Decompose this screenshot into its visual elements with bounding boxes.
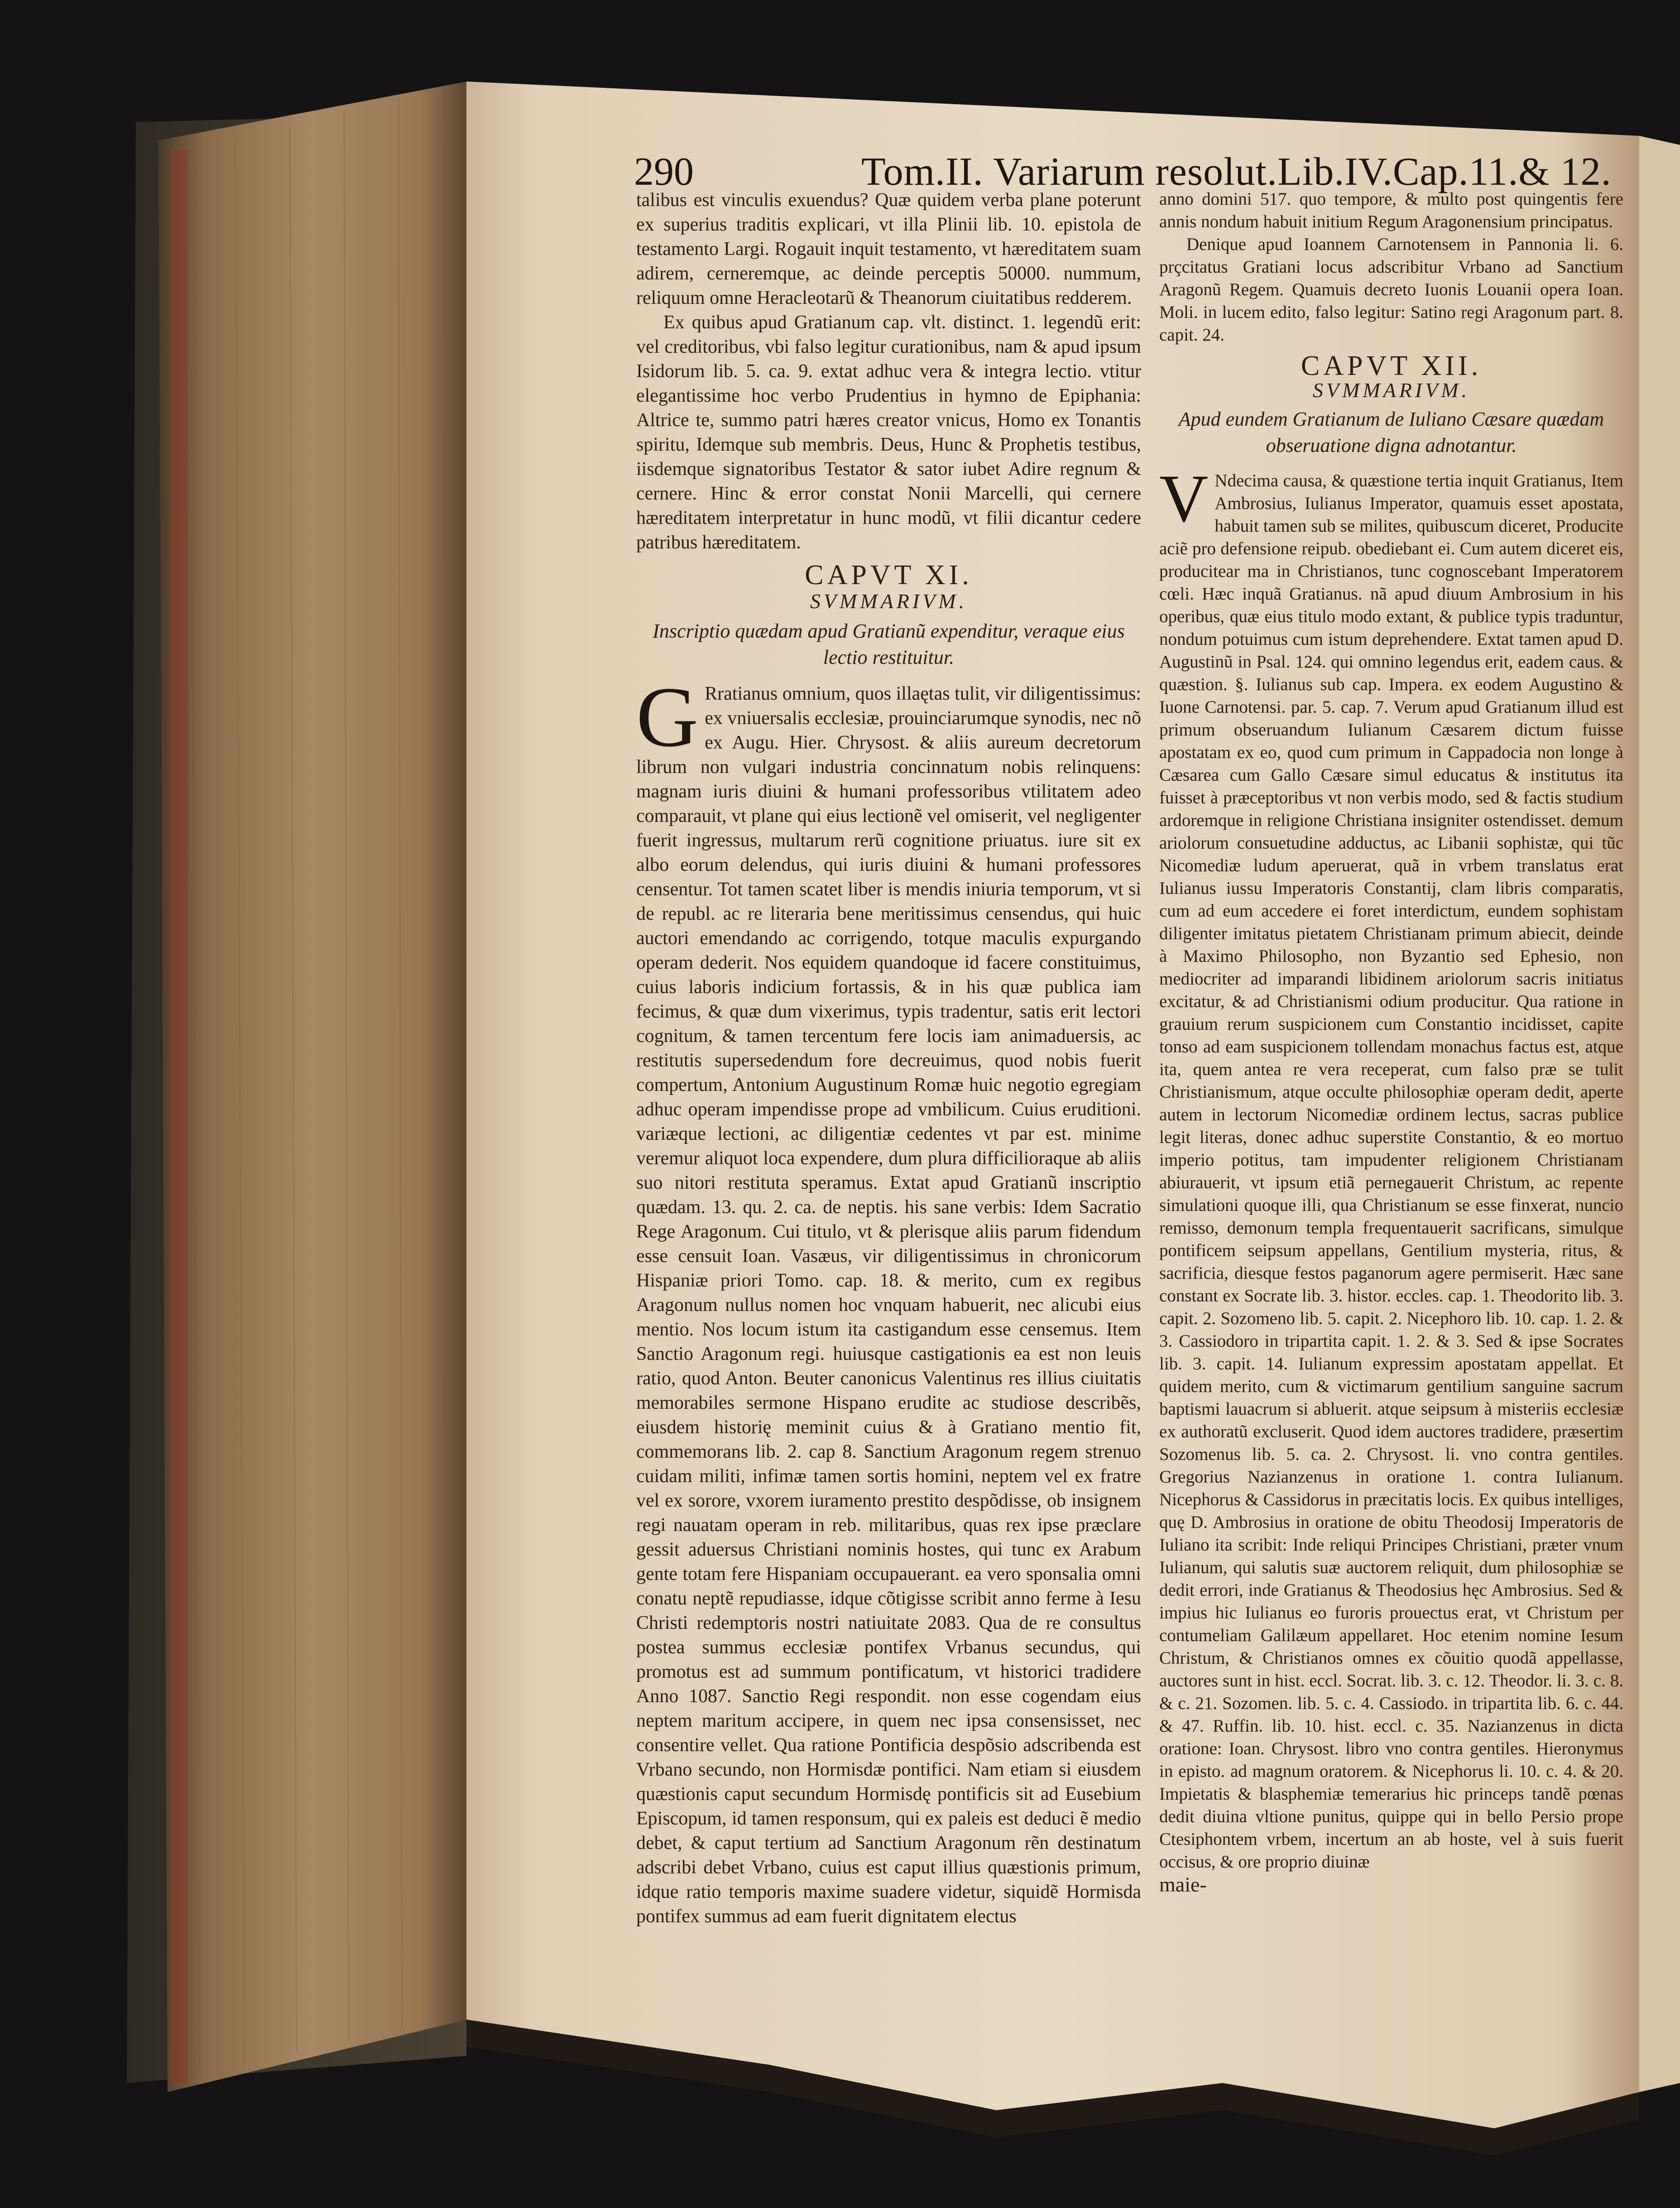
chapter-heading-xii: CAPVT XII. (1301, 350, 1482, 381)
left-paragraph-1: talibus est vinculis exuendus? Quæ quidem verba plane poterunt ex superius traditis explicari, vt illa Plinii lib. 10. epistola de testamento Largi. Rogauit inquit testamento, vt hæreditatem suam adirem, cerneremque, ac deinde perceptis 50000. nummum, reliquum omne Heracleotarũ & Theanorum ciuitatibus redderem. (636, 190, 1141, 308)
chapter-xi-text: Rratianus omnium, quos illaętas tulit, vir diligentissimus: ex vniuersalis ecclesiæ, prouinciarumque synodis, nec nõ ex Augu. Hier. Chrysost. & aliis aureum decretorum librum non vulgari industria concinnatum nobis relinquens: magnam iuris diuini & humani professoribus vtilitatem adeo comparauit, vt plane qui eius lectionẽ vel omiserit, vel negligenter fuerit ingressus, multarum rerũ cognitione priuatus. iure sit ex albo eorum delendus, qui iuris diuini & humani professores censentur. Tot tamen scatet liber is mendis iniuria temporum, vt si de republ. ac re literaria bene meritissimus censendus, qui huic auctori emendando ac corrigendo, totque maculis expurgando operam dederit. Nos equidem quandoque id facere constituimus, cuius laboris indicium fortassis, & in his quæ publica iam fecimus, & quæ dum vixerimus, typis tradentur, satis erit lectori cognitum, & tamen tercentum fere locis iam animaduersis, ac restitutis supersedendum fore decreuimus, quod nobis fuerit compertum, Antonium Augustinum Romæ huic negotio egregiam adhuc operam impendisse prope ad vmbilicum. Cuius eruditioni. variæque lectioni, ac diligentiæ cedentes vt par est. minime veremur aliquot loca expendere, dum plura difficilioraque ab aliis suo nitori restituta speramus. Extat apud Gratianũ inscriptio quædam. 13. qu. 2. ca. de neptis. his sane verbis: Idem Sacratio Rege Aragonum. Cui titulo, vt & plerisque aliis parum fidendum esse censuit Ioan. Vasæus, vir diligentissimus in chronicorum Hispaniæ priori Tomo. cap. 18. & merito, cum ex regibus Aragonum nullus nomen hoc vnquam habuerit, nec alicubi eius mentio. Nos locum istum ita castigandum esse censemus. Item Sanctio Aragonum regi. huiusque castigationis ea est non leuis ratio, quod Anton. Beuter canonicus Valentinus res illius ciuitatis memorabiles sermone Hispano erudite ac studiose describẽs, eiusdem historię meminit cuius & à Gratiano mentio fit, commemorans lib. 2. cap 8. Sanctium Aragonum regem strenuo cuidam militi, infimæ tamen sortis homini, neptem vel ex fratre vel ex sorore, vxorem iuramento prestito despõdisse, ob insignem regi nauatam operam in reb. militaribus, quas rex ipse præclare gessit aduersus Christiani nominis hostes, qui tunc ex Arabum gente totam fere Hispaniam occupauerant. ea vero sponsalia omni conatu neptẽ repudiasse, idque cõtigisse scribit anno ferme à Iesu Christi redemptoris nostri natiuitate 2083. Qua de re consultus postea summus ecclesiæ pontifex Vrbanus secundus, qui promotus est ad summum pontificatum, vt historici tradidere Anno 1087. Sanctio Regi respondit. non esse cogendam eius neptem maritum accipere, in quem nec ipsa consensisset, nec consentire vellet. Qua ratione Pontificia despõsio adscribenda est Vrbano secundo, non Hormisdæ pontifici. Nam etiam si eiusdem quæstionis caput secundum Hormisdę pontificis sit ad Eusebium Episcopum, id tamen responsum, qui ex paleis est deduci ẽ medio debet, & caput tertium ad Sanctium Aragonum rẽn destinatum adscribi debet Vrbano, cuius est caput illius quæstionis primum, idque ratio temporis maxime suadere videtur, siquidẽ Hormisda pontifex summus ad eam fuerit dignitatem electus (636, 683, 1141, 1927)
summarium-heading-xii: SVMMARIVM. (1312, 379, 1470, 402)
left-column (636, 188, 1141, 1929)
page-edges (158, 82, 466, 2092)
red-edge (170, 149, 188, 2083)
chapter-xii-text: Ndecima causa, & quæstione tertia inquit Gratianus, Item Ambrosius, Iulianus Imperator, quamuis esset apostata, habuit tamen sub se milites, quibuscum diceret, Producite aciẽ pro defensione reipub. obediebant ei. Cum autem diceret eis, producitear ma in Christianos, tunc cognoscebant Imperatorem cœli. Hæc inquã Gratianus. nã apud diuum Ambrosium in his operibus, quæ eius titulo modo extant, & publice typis traduntur, nondum potuimus cum istum deprehendere. Extat tamen apud D. Augustinũ in Psal. 124. qui omnino legendus erit, eadem caus. & quæstion. §. Iulianus sub cap. Impera. ex eodem Augustino & Iuone Carnotensi. par. 5. cap. 7. Verum apud Gratianum illud est primum obseruandum Iulianum Cæsarem dictum fuisse apostatam ex eo, quod cum primum in Cappadocia non longe à Cæsarea cum Gallo Cæsare simul educatus & institutus ita fuisset à præceptoribus vt non verbis modo, sed & factis studium ardoremque in religione Christiana insigniter ostendisset. demum ariolorum consuetudine adductus, ac Libanii sophistæ, qui tũc Nicomediæ ludum aperuerat, quã in vrbem translatus erat Iulianus iussu Imperatoris Constantij, clam libris comparatis, cum ad eum accedere ei foret interdictum, eundem sophistam diligenter imitatus pietatem Christianam primum abiecit, deinde à Maximo Philosopho, non Byzantio sed Ephesio, non mediocriter ad imparandi libidinem ariolorum sacris initiatus excitatur, & ad Christianismi odium producitur. Qua ratione in grauium rerum suspicionem cum Constantio incidisset, capite tonso ad eam suspicionem tollendam monachus factus est, atque ita, quem antea re vera receperat, cum falso præ se tulit Christianismum, atque occulte philosophiæ operam dedit, aperte autem in lectorum Nicomediæ ordinem lectus, sacras publice legit literas, donec adhuc superstite Constantio, & eo mortuo imperio potitus, tam impudenter religionem Christianam abiurauerit, vt ipsum etiã pernegauerit Christum, ac repente simulationi quoque illi, qua Christianum se esse finxerat, nuncio remisso, demonum templa frequentauerit sacrificans, simulque pontificem seipsum appellans, Gentilium mysteria, ritus, & sacrificia, diesque festos paganorum agere permiserit. Hæc sane constant ex Socrate lib. 3. histor. eccles. cap. 1. Theodorito lib. 3. capit. 2. Sozomeno lib. 5. capit. 2. Nicephoro lib. 10. cap. 1. 2. & 3. Cassiodoro in tripartita capit. 1. 2. & 3. Sed & ipse Socrates lib. 3. capit. 14. Iulianum expressim apostatam appellat. Et quidem merito, cum & victimarum gentilium sanguine sacrum baptismi lauacrum si abluerit. atque seipsum à misteriis ecclesiæ ex authoratũ excluserit. Quod idem auctores tradidere, præsertim Sozomenus lib. 5. ca. 2. Chrysost. li. vno contra gentiles. Gregorius Nazianzenus in oratione 1. contra Iulianum. Nicephorus & Cassidorus in præcitatis locis. Ex quibus intelliges, quę D. Ambrosius in oratione de obitu Theodosij Imperatoris de Iuliano ita scribit: Inde reliqui Principes Christiani, præter vnum Iulianum, qui salutis suæ auctorem reliquit, dum philosophiæ se dedit errori, inde Gratianus & Theodosius hęc Ambrosius. Sed & impius hic Iulianus eo furoris prouectus erat, vt Christum per contumeliam Galilæum appellaret. Hoc etenim nomine Iesum Christum, & Christianos omnes ex cõuitio quodã appellasse, auctores sunt in hist. eccl. Socrat. lib. 3. c. 12. Theodor. li. 3. c. 8. & c. 21. Sozomen. lib. 5. c. 4. Cassiodo. in tripartita lib. 6. c. 44. & 47. Ruffin. lib. 10. hist. eccl. c. 35. Nazianzenus in dicta oratione: Ioan. Chrysost. libro vno contra gentiles. Hieronymus in episto. ad magnum oratorem. & Nicephorus li. 10. c. 4. & 20. Impietatis & blasphemiæ temerarius hic princeps tandẽ pœnas dedit diuina vltione punitus, quippe qui in bello Persio prope Ctesiphontem vrbem, incertum an ab hoste, vel à suis fuerit occisus, & ore proprio diuinæ (1159, 471, 1623, 1872)
drop-capital-v: V (1159, 461, 1209, 536)
next-page-edge (1639, 136, 1680, 2092)
chapter-summary-xi: Inscriptio quædam apud Gratianũ expenditur, veraque eius lectio restituitur. (653, 620, 1125, 668)
chapter-heading-xi: CAPVT XI. (805, 560, 973, 590)
chapter-summary-xii: Apud eundem Gratianum de Iuliano Cæsare quædam obseruatione digna adnotantur. (1178, 408, 1604, 456)
summarium-heading-xi: SVMMARIVM. (810, 590, 968, 613)
page-number: 290 (634, 150, 694, 194)
drop-capital-g: G (636, 670, 699, 765)
left-paragraph-2: Ex quibus apud Gratianum cap. vlt. distinct. 1. legendũ erit: vel creditoribus, vbi falso legitur curationibus, nam & apud ipsum Isidorum lib. 5. ca. 9. extat adhuc vera & integra lectio. vtitur elegantissime hoc verbo Prudentius in hymno de Epiphania: Altrice te, summo patri hæres creator vnicus, Homo ex Tonantis spiritu, Idemque sub membris. Deus, Hunc & Prophetis testibus, iisdemque signatoribus Testator & sator iubet Adire regnum & cernere. Hinc & error constat Nonii Marcelli, qui cernere hæreditatem interpretatur in hunc modũ, vt filii dicantur cedere patribus hæreditatem. (636, 312, 1141, 553)
right-column (1159, 188, 1623, 1896)
right-paragraph-2: Denique apud Ioannem Carnotensem in Pannonia li. 6. prçcitatus Gratiani locus adscribitur Vrbano ad Sanctium Aragonũ Regem. Quamuis decreto Iuonis Louanii opera Ioan. Moli. in lucem edito, falso legitur: Satino regi Aragonum part. 8. capit. 24. (1159, 235, 1623, 345)
running-title: Tom.II. Variarum resolut.Lib.IV.Cap.11.& 12. (861, 150, 1612, 194)
catchword: maie- (1159, 1873, 1207, 1896)
chapter-xii-body (1159, 461, 1623, 1873)
chapter-xi-body (636, 670, 1141, 1929)
right-paragraph-1: anno domini 517. quo tempore, & multo post quingentis fere annis nondum habuit initium Regum Aragonensium principatus. (1159, 189, 1623, 231)
